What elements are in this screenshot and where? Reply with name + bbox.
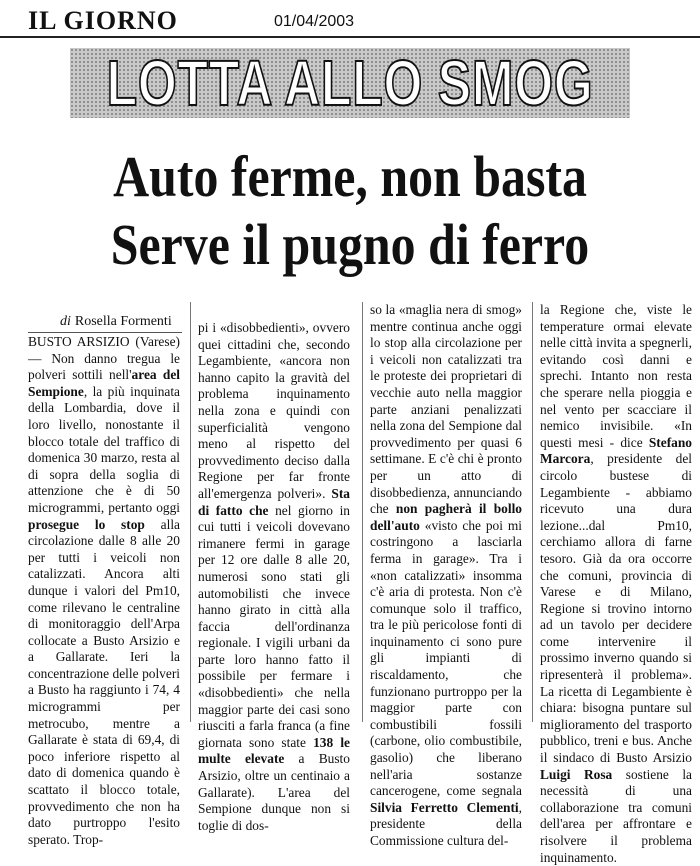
paragraph (198, 320, 350, 834)
text-run: a Busto Arsizio, oltre un centinaio a Gallarate). L'area del Sempione dunque non si toglie di dos- (198, 751, 350, 833)
masthead-rule (0, 36, 700, 38)
bold-run: 138 le multe elevate (198, 734, 350, 767)
byline-prefix: di (60, 314, 71, 329)
byline-author: Rosella Formenti (74, 314, 172, 329)
text-run: alla circolazione dalle 8 alle 20 per tutti i veicoli non catalizzati. Ancora alti dunque i valori del Pm10, come rilevano le centraline di monitoraggio dell'Arpa collocate a Busto Arsizio e a Gallarate. Ieri la concentrazione delle polveri a Busto ha raggiunto i 74, 4 microgrammi per metrocubo, mentre a Gallarate è stata di 69,4, di poco inferiore rispetto al dato di domenica quando è scattato il blocco totale, provvedimento che non ha dato purtroppo l'esito sperato. Trop- (28, 516, 180, 847)
text-run: , presidente del circolo bustese di Legambiente - abbiamo ricevuto una dura lezione...dal Pm10, cerchiamo allora di farne tesoro. Già da ora occorre che comuni, provincia di Varese e di Milano, Regione si trovino intorno ad un tavolo per decidere come intervenire il prossimo inverno quando si ripresenterà il problema». La ricetta di Legambiente è chiara: bisogna puntare sul miglioramento del trasporto pubblico, treni e bus. Anche il sindaco di Busto Arsizio (540, 451, 692, 766)
text-run: la Regione che, viste le temperature ormai elevate nelle città invita a spegnerli, evitando così danni e sprechi. Intanto non resta che sperare nella pioggia e nel vento per scacciare il nemico invisibile. «In questi mesi - dice (540, 302, 692, 450)
article-column-4 (540, 302, 692, 866)
text-run: , presidente della Commissione cultura del- (370, 799, 522, 848)
article-column-1 (28, 334, 180, 848)
text-run: pi i «disobbedienti», ovvero quei cittadini che, secondo Legambiente, «ancora non hanno capito la gravità del problema inquinamento nella zona e quindi con superficialità vengono meno al rispetto del provvedimento deciso dalla Regione per far fronte all'emergenza polveri». (198, 320, 350, 501)
dateline: BUSTO ARSIZIO (Varese) (28, 334, 180, 349)
article-column-2 (198, 320, 350, 834)
bold-run: Sta di fatto che (198, 485, 350, 518)
bold-run: Silvia Ferretto Clementi (370, 799, 519, 815)
paragraph (370, 302, 522, 850)
column-divider (532, 302, 533, 722)
column-divider (190, 302, 191, 722)
headline-line-1: Auto ferme, non basta (113, 144, 587, 209)
headline-line-2: Serve il pugno di ferro (110, 212, 590, 277)
text-run: nel giorno in cui tutti i veicoli dovevano rimanere fermi in garage per 12 ore dalle 8 alle 20, numerosi sono stati gli automobilisti che invece hanno girato in città alla faccia dell'ordinanza regionale. I vigili urbani da parte loro hanno fatto il possibile per fermare i «disobbedienti» che nella maggior parte dei casi sono riusciti a farla franca (a fine giornata sono state (198, 502, 350, 750)
text-run: — Non danno tregua le polveri sottili nell' (28, 350, 180, 383)
article-column-3 (370, 302, 522, 850)
issue-date: 01/04/2003 (274, 13, 355, 30)
bold-run: non pagherà il bollo dell'auto (370, 501, 522, 533)
text-run: «visto che poi mi costringono a lasciarla ferma in garage». Tra i «non catalizzati» insomma c'è aria di protesta. Non c'è comunque solo il traffico, tra le più pericolose fonti di inquinamento ci sono pure gli impianti di riscaldamento, che funzionano purtroppo per la maggior parte con combustibili fossili (carbone, olio combustibile, gasolio) che liberano nell'aria sostanze cancerogene, come segnala (370, 517, 522, 799)
newspaper-logo: IL GIORNO (28, 6, 178, 35)
bold-run: area del Sempione (28, 367, 180, 399)
paragraph (28, 334, 180, 848)
paragraph (540, 302, 692, 866)
byline (60, 314, 172, 330)
byline-divider (28, 332, 182, 333)
text-run: so la «maglia nera di smog» mentre continua anche oggi lo stop alla circolazione per i veicoli non catalizzati tra le proteste dei proprietari di vecchie auto nella maggior parte anziani penalizzati nella zona del Sempione dal provvedimento per quasi 6 settimane. E c'è chi è pronto per un atto di disobbedienza, annunciando che (370, 302, 522, 517)
bold-run: Stefano Marcora (540, 434, 692, 467)
bold-run: Luigi Rosa (540, 766, 613, 782)
column-divider (362, 302, 363, 722)
text-run: , la più inquinata della Lombardia, dove il loro livello, nonostante il blocco totale del traffico di domenica 30 marzo, resta al di sopra della soglia di attenzione che è di 50 microgrammi, pertanto oggi (28, 383, 180, 515)
text-run: sostiene la necessità di una collaborazione tra comuni dell'area per affrontare e risolvere il problema inquinamento. (540, 766, 693, 865)
kicker-title: LOTTA ALLO SMOG (106, 47, 594, 119)
bold-run: prosegue lo stop (28, 516, 145, 532)
kicker-banner (70, 48, 630, 118)
